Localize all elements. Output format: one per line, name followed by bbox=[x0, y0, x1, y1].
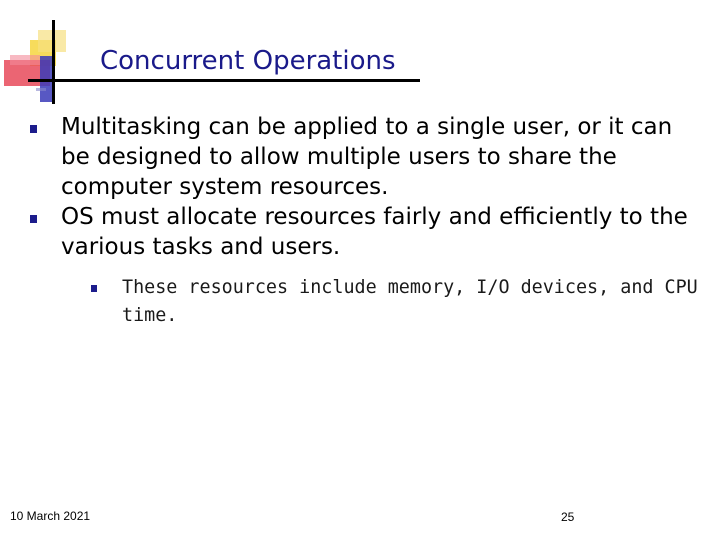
square-bullet-icon bbox=[30, 125, 37, 133]
sub-bullet-text: These resources include memory, I/O devices, and CPU time. bbox=[122, 277, 698, 326]
sub-bullet-list bbox=[30, 274, 700, 330]
page-number: 25 bbox=[561, 510, 575, 524]
square-bullet-icon bbox=[91, 285, 97, 292]
bullet-item bbox=[30, 202, 700, 262]
footer-date: 10 March 2021 bbox=[10, 509, 91, 523]
square-bullet-icon bbox=[30, 215, 37, 223]
bullet-text: Multitasking can be applied to a single user, or it can be designed to allow multiple users to share the computer system resources. bbox=[61, 114, 673, 200]
bullet-text: OS must allocate resources fairly and efficiently to the various tasks and users. bbox=[61, 204, 688, 260]
slide-title: Concurrent Operations bbox=[100, 46, 396, 76]
bullet-list bbox=[30, 112, 700, 330]
title-underline bbox=[28, 79, 420, 82]
bullet-item bbox=[30, 112, 700, 202]
sub-bullet-item bbox=[91, 274, 700, 330]
